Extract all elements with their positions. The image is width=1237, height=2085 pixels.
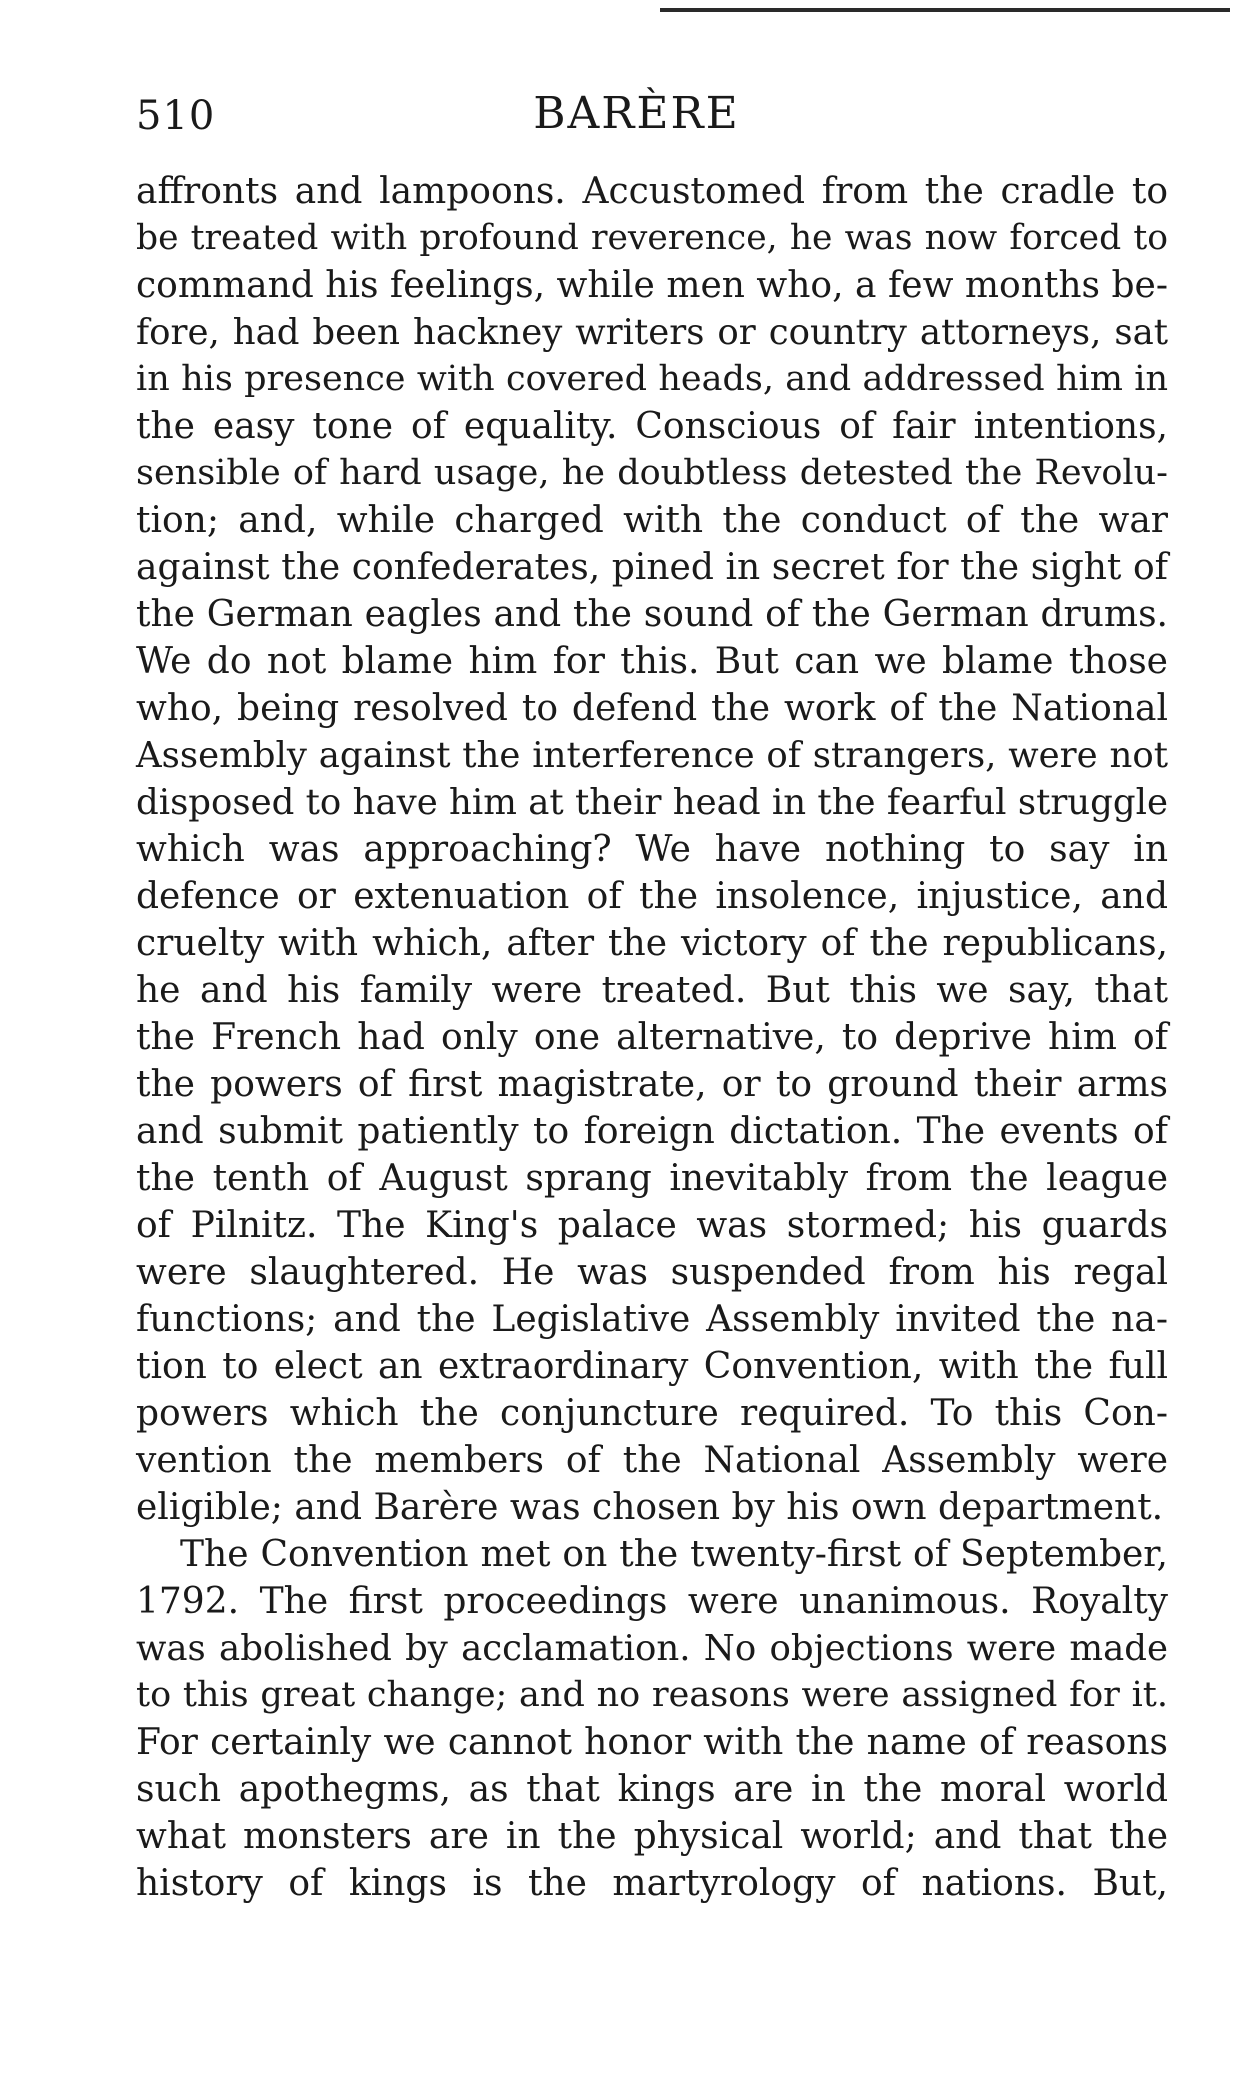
text-line: functions; and the Legislative Assembly invited the na- (136, 1299, 1168, 1340)
text-line: cruelty with which, after the victory of the republicans, (136, 923, 1168, 964)
text-line: 1792. The first proceedings were unanimous. Royalty (136, 1581, 1168, 1622)
text-line: who, being resolved to defend the work of the National (136, 688, 1168, 729)
text-line: such apothegms, as that kings are in the moral world (136, 1769, 1168, 1810)
text-line: disposed to have him at their head in the fearful struggle (136, 782, 1168, 823)
text-line: which was approaching? We have nothing to say in (136, 829, 1168, 870)
body-text (136, 168, 1168, 1907)
text-line: in his presence with covered heads, and addressed him in (136, 359, 1168, 399)
text-line: the easy tone of equality. Conscious of fair intentions, (136, 406, 1168, 447)
text-line: the powers of first magistrate, or to ground their arms (136, 1064, 1168, 1105)
text-line: defence or extenuation of the insolence, injustice, and (136, 876, 1168, 917)
text-line: powers which the conjuncture required. To this Con- (136, 1393, 1168, 1434)
text-line: affronts and lampoons. Accustomed from the cradle to (136, 171, 1168, 212)
text-line: command his feelings, while men who, a few months be- (136, 265, 1168, 306)
text-line: fore, had been hackney writers or country attorneys, sat (136, 312, 1168, 353)
text-line: tion to elect an extraordinary Convention, with the full (136, 1346, 1168, 1387)
text-line: what monsters are in the physical world; and that the (136, 1816, 1168, 1857)
running-head-title: BARÈRE (533, 88, 740, 139)
text-line: he and his family were treated. But this we say, that (136, 970, 1168, 1011)
text-line: against the confederates, pined in secret for the sight of (136, 547, 1168, 588)
text-line: history of kings is the martyrology of nations. But, (136, 1863, 1168, 1904)
text-line-paragraph-end: eligible; and Barère was chosen by his own department. (136, 1487, 1164, 1528)
text-line: Assembly against the interference of strangers, were not (136, 735, 1168, 776)
text-line: For certainly we cannot honor with the name of reasons (136, 1722, 1168, 1763)
text-line: was abolished by acclamation. No objections were made (136, 1628, 1168, 1669)
text-line-paragraph-start: The Convention met on the twenty-first of September, (180, 1534, 1168, 1575)
text-line: tion; and, while charged with the conduct of the war (136, 500, 1168, 541)
page-number: 510 (136, 93, 216, 139)
text-line: the tenth of August sprang inevitably from the league (136, 1158, 1168, 1199)
top-rule (660, 8, 1230, 12)
text-line: of Pilnitz. The King's palace was stormed; his guards (136, 1205, 1168, 1246)
text-line: and submit patiently to foreign dictation. The events of (136, 1111, 1168, 1152)
text-line: the German eagles and the sound of the German drums. (136, 594, 1168, 635)
text-line: be treated with profound reverence, he was now forced to (136, 218, 1168, 258)
text-line: vention the members of the National Assembly were (136, 1440, 1168, 1481)
text-line: the French had only one alternative, to deprive him of (136, 1017, 1168, 1058)
text-line: sensible of hard usage, he doubtless detested the Revolu- (136, 453, 1168, 493)
text-line: were slaughtered. He was suspended from his regal (136, 1252, 1168, 1293)
text-line: to this great change; and no reasons were assigned for it. (136, 1675, 1168, 1715)
text-line: We do not blame him for this. But can we blame those (136, 641, 1168, 682)
